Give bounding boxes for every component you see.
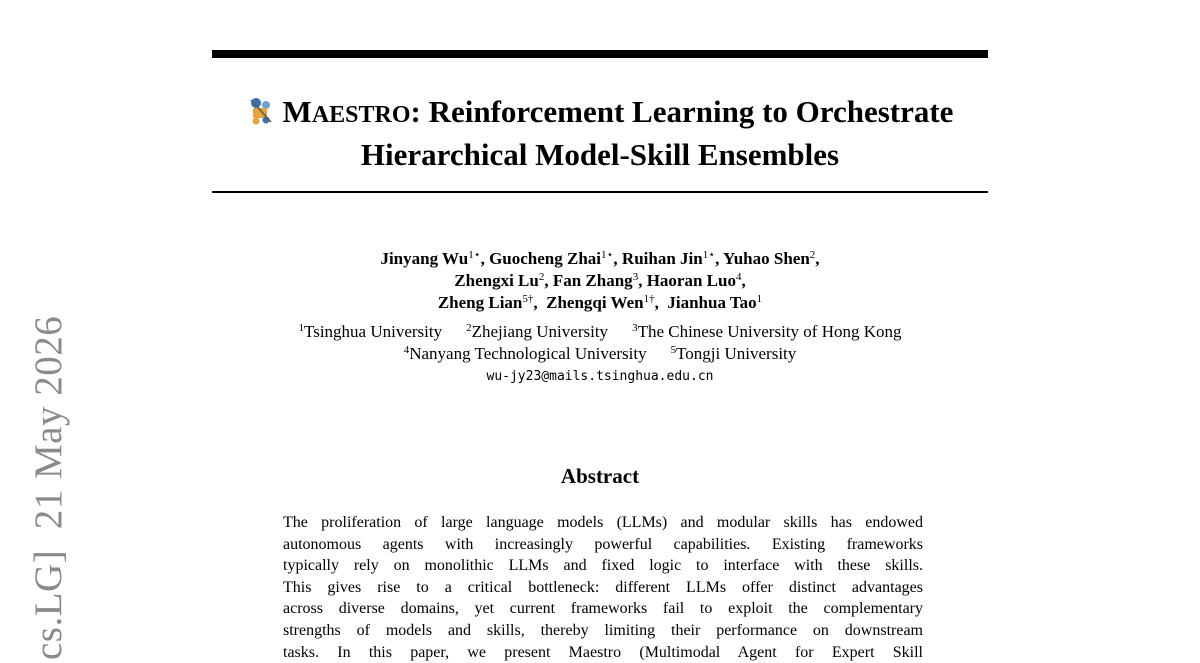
author-name: Jianhua Tao xyxy=(667,293,757,312)
affiliation-name: The Chinese University of Hong Kong xyxy=(637,322,902,341)
author-name: Guocheng Zhai xyxy=(489,249,602,268)
title-rule xyxy=(212,191,988,193)
author-separator: , xyxy=(741,271,746,290)
arxiv-stamp: cs.LG] 21 May 2026 xyxy=(27,315,70,660)
author-name: Zhengqi Wen xyxy=(546,293,644,312)
affiliation-mark: 1 xyxy=(298,322,304,334)
author-affiliation-mark: 1† xyxy=(643,293,655,305)
paper-title xyxy=(212,92,988,175)
affiliation-list xyxy=(212,321,988,365)
author-separator: , xyxy=(533,293,547,312)
affiliation-mark: 2 xyxy=(466,322,472,334)
author-affiliation-mark: 1⋆ xyxy=(468,249,481,261)
abstract-line: typically rely on monolithic LLMs and fixed logic to interface with these skills. xyxy=(283,557,923,575)
author-separator: , xyxy=(613,249,622,268)
author-list xyxy=(212,248,988,314)
title-line-1 xyxy=(212,92,988,135)
affiliation-name: Nanyang Technological University xyxy=(409,344,647,363)
title-line-2: Hierarchical Model-Skill Ensembles xyxy=(360,137,840,172)
author-affiliation-mark: 5† xyxy=(522,293,534,305)
affiliation-name: Zhejiang University xyxy=(471,322,609,341)
affiliation-mark: 5 xyxy=(670,344,677,356)
author-affiliation-mark: 1⋆ xyxy=(702,249,716,261)
author-name: Fan Zhang xyxy=(552,271,633,290)
affiliation-name: Tsinghua University xyxy=(304,322,443,341)
affiliation-line-2 xyxy=(212,343,988,365)
abstract-line: autonomous agents with increasingly powerful capabilities. Existing frameworks xyxy=(283,535,923,553)
author-affiliation-mark: 1⋆ xyxy=(601,249,614,261)
abstract-body xyxy=(283,512,923,663)
affiliation-line-1 xyxy=(212,321,988,343)
affiliation-mark: 3 xyxy=(632,322,638,334)
abstract-heading: Abstract xyxy=(560,464,640,488)
affiliation-mark: 4 xyxy=(403,344,410,356)
author-line-2 xyxy=(212,270,988,292)
abstract-line: across diverse domains, yet current frameworks fail to exploit the complementary xyxy=(283,600,923,618)
title-name-first: M xyxy=(282,94,312,129)
author-name: Ruihan Jin xyxy=(621,249,703,268)
abstract-line: The proliferation of large language models (LLMs) and modular skills has endowed xyxy=(283,514,923,531)
author-name: Zheng Lian xyxy=(437,293,523,312)
author-name: Yuhao Shen xyxy=(722,249,810,268)
author-affiliation-mark: 2 xyxy=(538,271,545,283)
author-separator: , xyxy=(815,249,820,268)
author-separator: , xyxy=(654,293,668,312)
abstract-line: strengths of models and skills, thereby limiting their performance on downstream xyxy=(283,621,923,639)
author-separator: , xyxy=(638,271,647,290)
author-affiliation-mark: 1 xyxy=(756,293,763,305)
abstract-line: tasks. In this paper, we present Maestro (Multimodal Agent for Expert Skill xyxy=(283,643,923,661)
author-line-1 xyxy=(212,248,988,270)
top-rule xyxy=(212,50,988,58)
abstract-line: This gives rise to a critical bottleneck: different LLMs offer distinct advantages xyxy=(283,578,923,596)
author-affiliation-mark: 3 xyxy=(632,271,639,283)
title-after-name: : Reinforcement Learning to Orchestrate xyxy=(410,94,954,129)
affiliation-name: Tongji University xyxy=(676,344,797,363)
contact-email[interactable]: wu-jy23@mails.tsinghua.edu.cn xyxy=(486,369,714,384)
author-separator: , xyxy=(715,249,723,268)
maestro-logo-icon xyxy=(247,96,275,126)
author-name: Jinyang Wu xyxy=(380,249,469,268)
author-name: Haoran Luo xyxy=(646,271,736,290)
author-affiliation-mark: 2 xyxy=(809,249,816,261)
author-separator: , xyxy=(544,271,553,290)
author-name: Zhengxi Lu xyxy=(454,271,539,290)
author-separator: , xyxy=(480,249,490,268)
author-affiliation-mark: 4 xyxy=(735,271,742,283)
title-name-rest: AESTRO xyxy=(311,102,411,128)
author-line-3 xyxy=(212,292,988,314)
